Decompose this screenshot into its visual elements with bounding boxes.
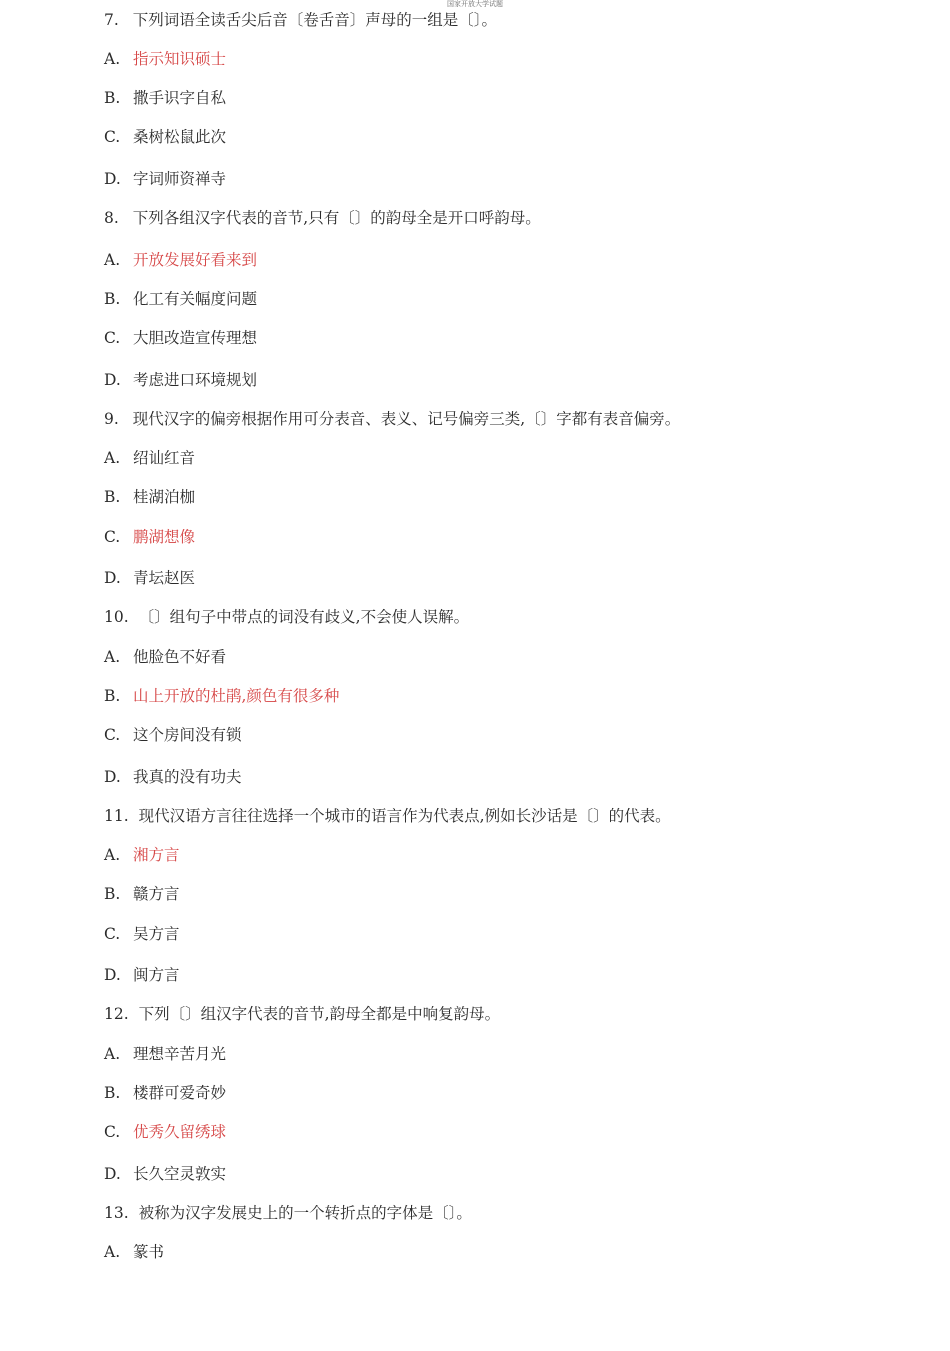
- question-number: 10.: [104, 608, 129, 626]
- option-text: 湘方言: [133, 846, 180, 864]
- option-text: 吴方言: [133, 925, 180, 943]
- option-key: A.: [104, 846, 121, 864]
- option-key: D.: [104, 170, 121, 188]
- option-key: C.: [104, 128, 121, 146]
- option: [104, 1083, 226, 1103]
- question-text: 下列词语全读舌尖后音〔卷舌音〕声母的一组是〔〕。: [132, 11, 498, 29]
- question-text: 下列〔〕组汉字代表的音节,韵母全都是中响复韵母。: [138, 1005, 501, 1023]
- option-text: 他脸色不好看: [133, 648, 227, 666]
- option-text: 山上开放的杜鹃,颜色有很多种: [133, 687, 340, 705]
- option-key: A.: [104, 1045, 121, 1063]
- option: [104, 725, 242, 745]
- question-number: 9.: [104, 410, 119, 428]
- option-key: B.: [104, 488, 121, 506]
- option-key: D.: [104, 569, 121, 587]
- option-key: D.: [104, 1165, 121, 1183]
- option-text: 优秀久留绣球: [133, 1123, 227, 1141]
- option-text: 撒手识字自私: [133, 89, 227, 107]
- option-key: B.: [104, 687, 121, 705]
- question-text: 现代汉语方言往往选择一个城市的语言作为代表点,例如长沙话是〔〕的代表。: [138, 807, 671, 825]
- option-key: C.: [104, 329, 121, 347]
- option: [104, 127, 226, 147]
- option-text: 赣方言: [133, 885, 180, 903]
- option-text: 这个房间没有锁: [133, 726, 242, 744]
- option-text: 考虑进口环境规划: [133, 371, 258, 389]
- option-text: 绍讪红音: [133, 449, 196, 467]
- option-text: 桂湖泊枷: [133, 488, 196, 506]
- option-key: A.: [104, 648, 121, 666]
- option: [104, 1242, 164, 1262]
- question-stem: [104, 409, 680, 429]
- option: [104, 568, 195, 588]
- option-text: 闽方言: [133, 966, 180, 984]
- option: [104, 884, 180, 904]
- option: [104, 965, 180, 985]
- option-correct: [104, 845, 180, 865]
- option: [104, 289, 257, 309]
- option-key: B.: [104, 1084, 121, 1102]
- option-key: C.: [104, 1123, 121, 1141]
- option-key: A.: [104, 251, 121, 269]
- option-text: 鹏湖想像: [133, 528, 196, 546]
- question-text: 〔〕组句子中带点的词没有歧义,不会使人误解。: [138, 608, 470, 626]
- question-stem: [104, 806, 671, 826]
- question-stem: [104, 10, 497, 30]
- option-correct: [104, 527, 195, 547]
- option-key: B.: [104, 885, 121, 903]
- question-text: 被称为汉字发展史上的一个转折点的字体是〔〕。: [138, 1204, 472, 1222]
- option-text: 大胆改造宣传理想: [133, 329, 258, 347]
- option: [104, 370, 257, 390]
- question-number: 8.: [104, 209, 119, 227]
- option-key: A.: [104, 50, 121, 68]
- question-text: 下列各组汉字代表的音节,只有〔〕的韵母全是开口呼韵母。: [132, 209, 541, 227]
- option-key: D.: [104, 371, 121, 389]
- option-text: 字词师资禅寺: [133, 170, 227, 188]
- question-stem: [104, 208, 541, 228]
- option: [104, 767, 242, 787]
- option: [104, 1044, 226, 1064]
- option-key: A.: [104, 1243, 121, 1261]
- option-key: D.: [104, 768, 121, 786]
- option: [104, 1164, 226, 1184]
- option-text: 开放发展好看来到: [133, 251, 258, 269]
- option-key: A.: [104, 449, 121, 467]
- option-key: D.: [104, 966, 121, 984]
- option: [104, 88, 226, 108]
- option-text: 化工有关幅度问题: [133, 290, 258, 308]
- question-text: 现代汉字的偏旁根据作用可分表音、表义、记号偏旁三类,〔〕字都有表音偏旁。: [132, 410, 681, 428]
- option-text: 篆书: [133, 1243, 165, 1261]
- option-text: 桑树松鼠此次: [133, 128, 227, 146]
- option-text: 楼群可爱奇妙: [133, 1084, 227, 1102]
- page-header: 国家开放大学试题: [447, 0, 503, 8]
- option-text: 指示知识硕士: [133, 50, 227, 68]
- option-key: C.: [104, 528, 121, 546]
- option-text: 理想辛苦月光: [133, 1045, 227, 1063]
- question-stem: [104, 607, 469, 627]
- option: [104, 448, 195, 468]
- option: [104, 647, 226, 667]
- option-correct: [104, 1122, 226, 1142]
- option-correct: [104, 686, 339, 706]
- question-number: 11.: [104, 807, 129, 825]
- question-stem: [104, 1004, 500, 1024]
- option-text: 我真的没有功夫: [133, 768, 242, 786]
- question-number: 12.: [104, 1005, 129, 1023]
- option: [104, 169, 226, 189]
- question-number: 7.: [104, 11, 119, 29]
- option-correct: [104, 250, 257, 270]
- option-key: C.: [104, 726, 121, 744]
- option-key: B.: [104, 290, 121, 308]
- option: [104, 328, 257, 348]
- option: [104, 487, 195, 507]
- option-key: B.: [104, 89, 121, 107]
- option-correct: [104, 49, 226, 69]
- option-key: C.: [104, 925, 121, 943]
- option: [104, 924, 180, 944]
- option-text: 青坛赵医: [133, 569, 196, 587]
- option-text: 长久空灵敦实: [133, 1165, 227, 1183]
- question-stem: [104, 1203, 472, 1223]
- question-number: 13.: [104, 1204, 129, 1222]
